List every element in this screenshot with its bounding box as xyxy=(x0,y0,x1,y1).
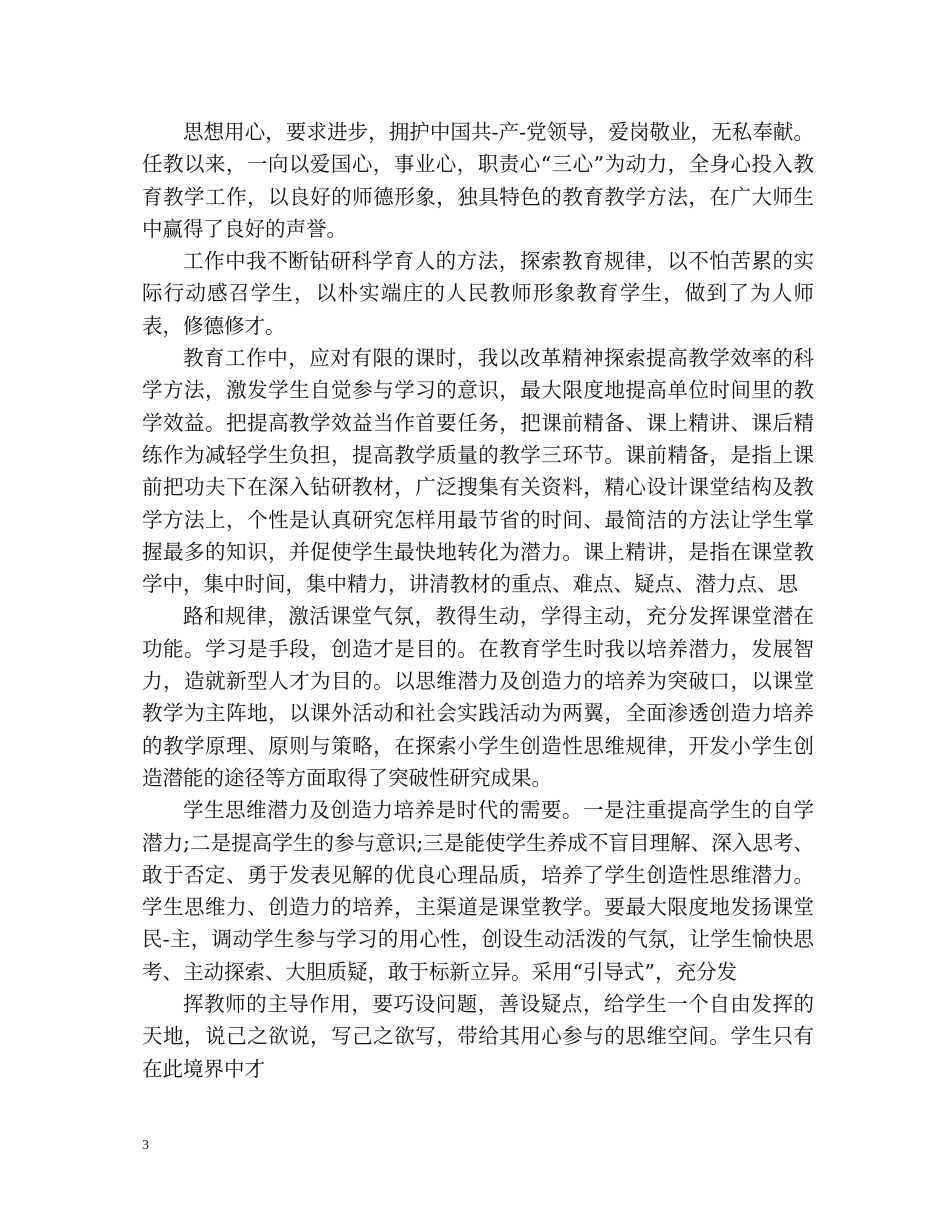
paragraph: 挥教师的主导作用，要巧设问题，善设疑点，给学生一个自由发挥的天地，说己之欲说，写己之欲写，带给其用心参与的思维空间。学生只有在此境界中才 xyxy=(142,992,814,1081)
paragraph: 思想用心，要求进步，拥护中国共-产-党领导，爱岗敬业，无私奉献。任教以来，一向以爱国心，事业心，职责心“三心”为动力，全身心投入教育教学工作，以良好的师德形象，独具特色的教育教学方法，在广大师生中赢得了良好的声誉。 xyxy=(142,120,814,241)
page-number: 3 xyxy=(142,1138,149,1153)
paragraph: 教育工作中，应对有限的课时，我以改革精神探索提高教学效率的科学方法，激发学生自觉参与学习的意识，最大限度地提高单位时间里的教学效益。把提高教学效益当作首要任务，把课前精备、课上精讲、课后精练作为减轻学生负担，提高教学质量的教学三环节。课前精备，是指上课前把功夫下在深入钻研教材，广泛搜集有关资料，精心设计课堂结构及教学方法上，个性是认真研究怎样用最节省的时间、最简洁的方法让学生掌握最多的知识，并促使学生最快地转化为潜力。课上精讲，是指在课堂教学中，集中时间，集中精力，讲清教材的重点、难点、疑点、潜力点、思 xyxy=(142,346,814,597)
document-body xyxy=(142,116,814,1085)
paragraph: 学生思维潜力及创造力培养是时代的需要。一是注重提高学生的自学潜力;二是提高学生的参与意识;三是能使学生养成不盲目理解、深入思考、敢于否定、勇于发表见解的优良心理品质，培养了学生创造性思维潜力。学生思维力、创造力的培养，主渠道是课堂教学。要最大限度地发扬课堂民-主，调动学生参与学习的用心性，创设生动活泼的气氛，让学生愉快思考、主动探索、大胆质疑，敢于标新立异。采用“引导式”，充分发 xyxy=(142,798,814,984)
paragraph: 工作中我不断钻研科学育人的方法，探索教育规律，以不怕苦累的实际行动感召学生，以朴实端庄的人民教师形象教育学生，做到了为人师表，修德修才。 xyxy=(142,249,814,338)
paragraph: 路和规律，激活课堂气氛，教得生动，学得主动，充分发挥课堂潜在功能。学习是手段，创造才是目的。在教育学生时我以培养潜力，发展智力，造就新型人才为目的。以思维潜力及创造力的培养为突破口，以课堂教学为主阵地，以课外活动和社会实践活动为两翼，全面渗透创造力培养的教学原理、原则与策略，在探索小学生创造性思维规律，开发小学生创造潜能的途径等方面取得了突破性研究成果。 xyxy=(142,604,814,790)
